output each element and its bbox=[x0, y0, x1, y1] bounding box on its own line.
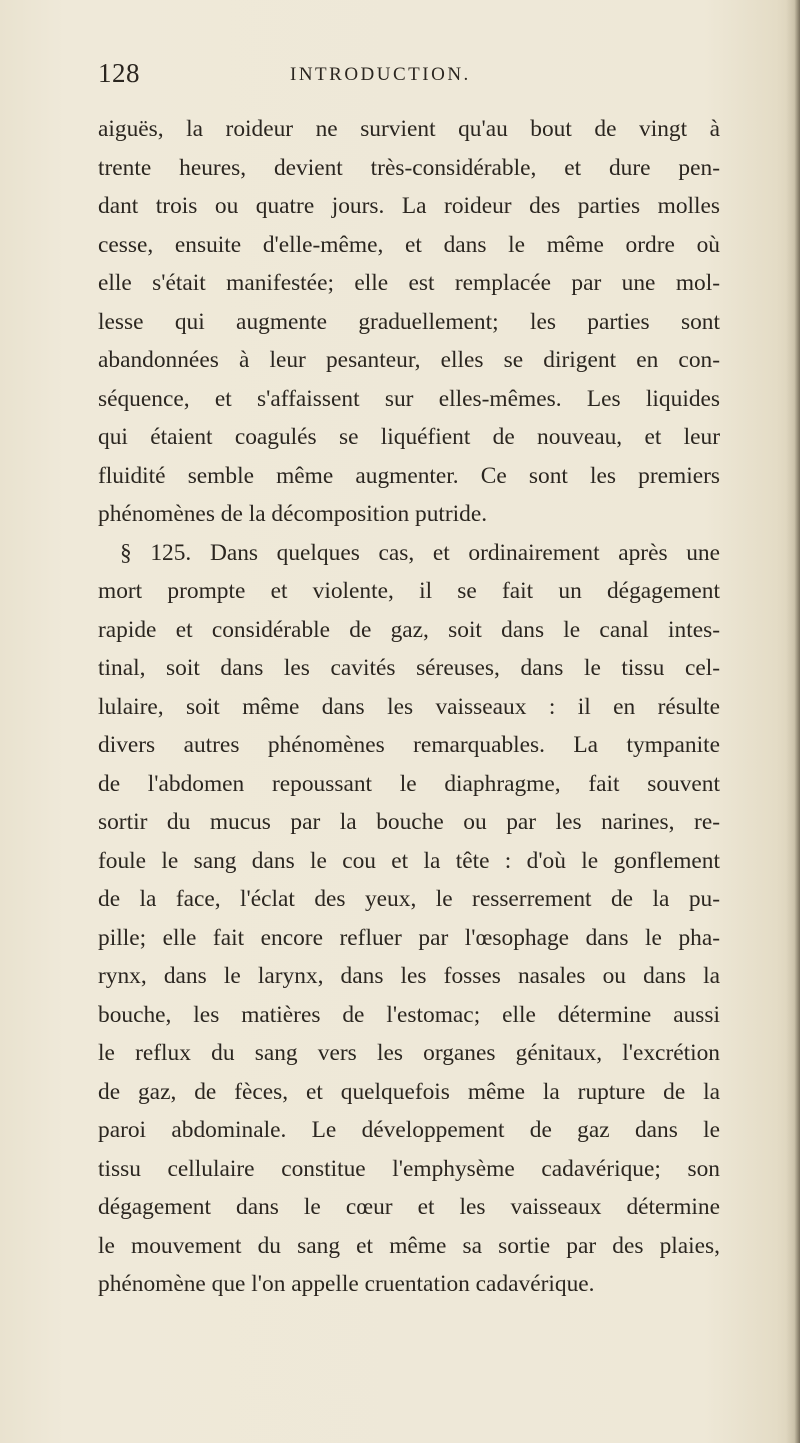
text-line: dégagement dans le cœur et les vaisseaux détermine bbox=[98, 1194, 720, 1220]
text-line: le mouvement du sang et même sa sortie par des plaies, bbox=[98, 1232, 720, 1259]
text-line: aiguës, la roideur ne survient qu'au bout de vingt à bbox=[98, 116, 720, 142]
text-line: elle s'était manifestée; elle est remplacée par une mol- bbox=[98, 270, 720, 296]
text-line: sortir du mucus par la bouche ou par les narines, re- bbox=[98, 809, 720, 835]
page-header bbox=[98, 58, 798, 98]
text-line: pille; elle fait encore refluer par l'œsophage dans le pha- bbox=[98, 924, 720, 951]
page-number: 128 bbox=[98, 58, 140, 88]
text-line: de gaz, de fèces, et quelquefois même la rupture de la bbox=[98, 1078, 720, 1105]
text-line: mort prompte et violente, il se fait un dégagement bbox=[98, 578, 720, 604]
text-line: de l'abdomen repoussant le diaphragme, fait souvent bbox=[98, 770, 720, 797]
text-line: trente heures, devient très-considérable, et dure pen- bbox=[98, 154, 720, 181]
text-line: le reflux du sang vers les organes génitaux, l'excrétion bbox=[98, 1040, 720, 1066]
text-line: abandonnées à leur pesanteur, elles se dirigent en con- bbox=[98, 347, 720, 373]
text-line: divers autres phénomènes remarquables. La tympanite bbox=[98, 732, 720, 758]
text-line: cesse, ensuite d'elle-même, et dans le même ordre où bbox=[98, 231, 720, 258]
text-line: bouche, les matières de l'estomac; elle détermine aussi bbox=[98, 1001, 720, 1028]
page-edge-shadow bbox=[786, 0, 800, 1443]
paragraph-end-line: phénomènes de la décomposition putride. bbox=[98, 501, 488, 527]
text-line: dant trois ou quatre jours. La roideur des parties molles bbox=[98, 193, 720, 219]
text-line: foule le sang dans le cou et la tête : d'où le gonflement bbox=[98, 847, 720, 874]
running-title: INTRODUCTION. bbox=[290, 64, 471, 85]
text-line: rynx, dans le larynx, dans les fosses nasales ou dans la bbox=[98, 963, 720, 989]
text-line: paroi abdominale. Le développement de gaz dans le bbox=[98, 1117, 720, 1143]
text-line: de la face, l'éclat des yeux, le resserrement de la pu- bbox=[98, 886, 720, 912]
paragraph-end-line: phénomène que l'on appelle cruentation cadavérique. bbox=[98, 1271, 595, 1297]
text-line: lulaire, soit même dans les vaisseaux : il en résulte bbox=[98, 693, 720, 720]
text-line: tissu cellulaire constitue l'emphysème cadavérique; son bbox=[98, 1155, 720, 1182]
text-line: tinal, soit dans les cavités séreuses, dans le tissu cel- bbox=[98, 655, 720, 681]
text-line: qui étaient coagulés se liquéfient de nouveau, et leur bbox=[98, 424, 720, 450]
text-line: fluidité semble même augmenter. Ce sont les premiers bbox=[98, 462, 720, 489]
text-line: séquence, et s'affaissent sur elles-mêmes. Les liquides bbox=[98, 385, 720, 412]
text-line: rapide et considérable de gaz, soit dans le canal intes- bbox=[98, 616, 720, 643]
section-start-line: § 125. Dans quelques cas, et ordinairement après une bbox=[120, 539, 720, 566]
text-line: lesse qui augmente graduellement; les parties sont bbox=[98, 308, 720, 335]
body-text bbox=[98, 110, 720, 1304]
